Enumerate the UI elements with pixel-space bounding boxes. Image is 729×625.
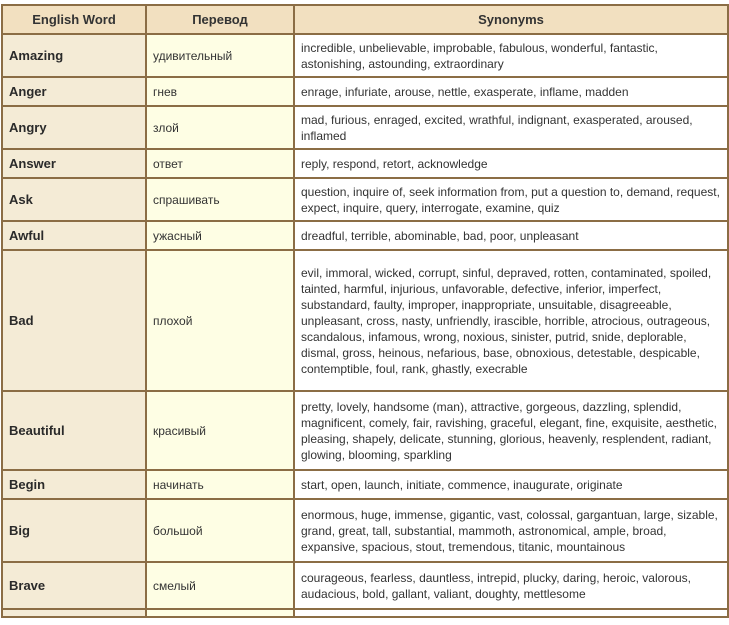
table-row <box>2 562 728 609</box>
cell-english-word: Ask <box>2 178 146 221</box>
cell-english-word: Big <box>2 499 146 562</box>
table-row <box>2 149 728 178</box>
cell-translation: смелый <box>146 562 294 609</box>
cell-english-word: Brave <box>2 562 146 609</box>
cell-english-word: Beautiful <box>2 391 146 470</box>
table-row <box>2 499 728 562</box>
table-row <box>2 178 728 221</box>
cell-translation-partial <box>146 609 294 617</box>
cell-word-partial <box>2 609 146 617</box>
cell-synonyms: incredible, unbelievable, improbable, fabulous, wonderful, fantastic, astonishing, astounding, extraordinary <box>294 34 728 77</box>
cell-translation: спрашивать <box>146 178 294 221</box>
table-row-partial <box>2 609 728 617</box>
cell-synonyms: reply, respond, retort, acknowledge <box>294 149 728 178</box>
header-english-word: English Word <box>2 5 146 34</box>
table-row <box>2 221 728 250</box>
cell-synonyms: courageous, fearless, dauntless, intrepid, plucky, daring, heroic, valorous, audacious, bold, gallant, valiant, doughty, mettlesome <box>294 562 728 609</box>
table-row <box>2 250 728 391</box>
table-body <box>2 34 728 617</box>
header-synonyms: Synonyms <box>294 5 728 34</box>
cell-synonyms-partial <box>294 609 728 617</box>
cell-english-word: Amazing <box>2 34 146 77</box>
cell-translation: злой <box>146 106 294 149</box>
table-row <box>2 77 728 106</box>
cell-synonyms: enormous, huge, immense, gigantic, vast, colossal, gargantuan, large, sizable, grand, great, tall, substantial, mammoth, astronomical, ample, broad, expansive, spacious, stout, tremendous, titanic, mountainous <box>294 499 728 562</box>
cell-synonyms: pretty, lovely, handsome (man), attractive, gorgeous, dazzling, splendid, magnificent, comely, fair, ravishing, graceful, elegant, fine, exquisite, aesthetic, pleasing, shapely, delicate, stunning, glorious, heavenly, resplendent, radiant, glowing, blooming, sparkling <box>294 391 728 470</box>
synonyms-table-container <box>1 4 729 618</box>
cell-english-word: Angry <box>2 106 146 149</box>
cell-english-word: Answer <box>2 149 146 178</box>
table-row <box>2 470 728 499</box>
cell-translation: начинать <box>146 470 294 499</box>
cell-translation: красивый <box>146 391 294 470</box>
cell-english-word: Begin <box>2 470 146 499</box>
cell-translation: ужасный <box>146 221 294 250</box>
cell-synonyms: mad, furious, enraged, excited, wrathful, indignant, exasperated, aroused, inflamed <box>294 106 728 149</box>
cell-synonyms: enrage, infuriate, arouse, nettle, exasperate, inflame, madden <box>294 77 728 106</box>
cell-synonyms: evil, immoral, wicked, corrupt, sinful, depraved, rotten, contaminated, spoiled, tainted, harmful, injurious, unfavorable, defective, inferior, imperfect, substandard, faulty, improper, inappropriate, unsuitable, disagreeable, unpleasant, cross, nasty, unfriendly, irascible, horrible, atrocious, outrageous, scandalous, infamous, wrong, noxious, sinister, putrid, snide, deplorable, dismal, gross, heinous, nefarious, base, obnoxious, detestable, despicable, contemptible, foul, rank, ghastly, execrable <box>294 250 728 391</box>
cell-translation: гнев <box>146 77 294 106</box>
table-row <box>2 106 728 149</box>
header-translation: Перевод <box>146 5 294 34</box>
cell-translation: большой <box>146 499 294 562</box>
cell-translation: ответ <box>146 149 294 178</box>
cell-english-word: Awful <box>2 221 146 250</box>
cell-translation: плохой <box>146 250 294 391</box>
table-row <box>2 34 728 77</box>
cell-english-word: Bad <box>2 250 146 391</box>
table-row <box>2 391 728 470</box>
cell-synonyms: question, inquire of, seek information from, put a question to, demand, request, expect, inquire, query, interrogate, examine, quiz <box>294 178 728 221</box>
cell-translation: удивительный <box>146 34 294 77</box>
cell-synonyms: start, open, launch, initiate, commence, inaugurate, originate <box>294 470 728 499</box>
synonyms-table <box>1 4 729 618</box>
cell-synonyms: dreadful, terrible, abominable, bad, poor, unpleasant <box>294 221 728 250</box>
cell-english-word: Anger <box>2 77 146 106</box>
table-header-row <box>2 5 728 34</box>
